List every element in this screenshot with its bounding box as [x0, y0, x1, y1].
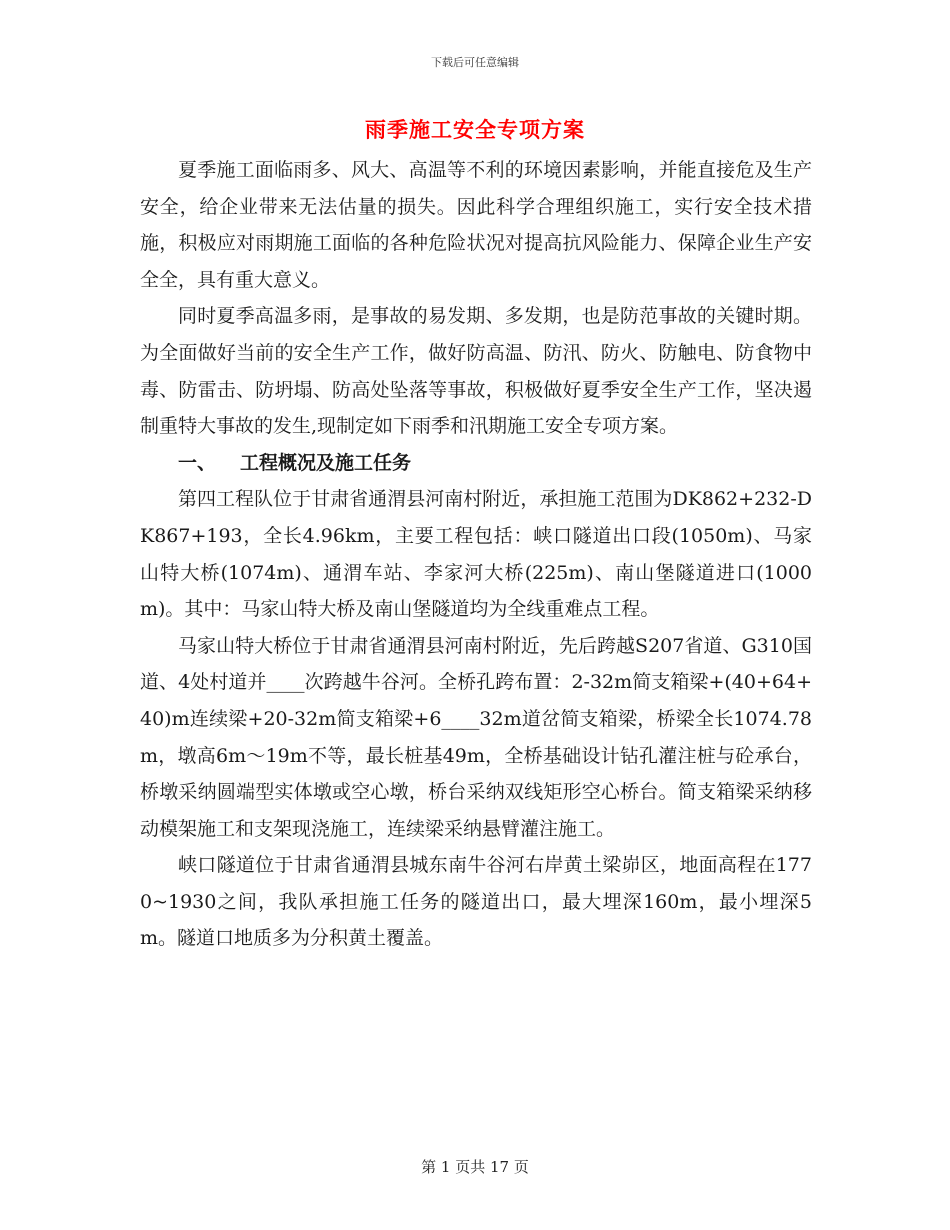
intro-paragraph-2: 同时夏季高温多雨，是事故的易发期、多发期，也是防范事故的关键时期。为全面做好当前的安全生产工作，做好防高温、防汛、防火、防触电、防食物中毒、防雷击、防坍塌、防高处坠落等事故，积极做好夏季安全生产工作，坚决遏制重特大事故的发生,现制定如下雨季和汛期施工安全专项方案。 [140, 305, 812, 438]
section-number: 一、 [178, 451, 217, 474]
page-number: 第 1 页共 17 页 [421, 1158, 529, 1176]
section1-paragraph-1: 第四工程队位于甘肃省通渭县河南村附近，承担施工范围为DK862+232-DK867+193，全长4.96km，主要工程包括：峡口隧道出口段(1050m)、马家山特大桥(1074m)、通渭车站、李家河大桥(225m)、南山堡隧道进口(1000m)。其中：马家山特大桥及南山堡隧道均为全线重难点工程。 [140, 488, 812, 621]
section1-paragraph-2: 马家山特大桥位于甘肃省通渭县河南村附近，先后跨越S207省道、G310国道、4处村道并____次跨越牛谷河。全桥孔跨布置：2-32m简支箱梁+(40+64+40)m连续梁+20-32m简支箱梁+6____32m道岔简支箱梁，桥梁全长1074.78m，墩高6m～19m不等，最长桩基49m，全桥基础设计钻孔灌注桩与砼承台，桥墩采纳圆端型实体墩或空心墩，桥台采纳双线矩形空心桥台。简支箱梁采纳移动模架施工和支架现浇施工，连续梁采纳悬臂灌注施工。 [140, 634, 812, 840]
section-heading-1 [140, 445, 812, 482]
page-header-note: 下载后可任意编辑 [431, 56, 519, 69]
document-title: 雨季施工安全专项方案 [365, 117, 585, 142]
intro-paragraph-1: 夏季施工面临雨多、风大、高温等不利的环境因素影响，并能直接危及生产安全，给企业带来无法估量的损失。因此科学合理组织施工，实行安全技术措施，积极应对雨期施工面临的各种危险状况对提高抗风险能力、保障企业生产安全全，具有重大意义。 [140, 159, 812, 291]
document-body [140, 152, 812, 957]
section1-paragraph-3: 峡口隧道位于甘肃省通渭县城东南牛谷河右岸黄土梁峁区，地面高程在1770~1930之间，我队承担施工任务的隧道出口，最大埋深160m，最小埋深5m。隧道口地质多为分积黄土覆盖。 [140, 854, 812, 950]
section-title: 工程概况及施工任务 [240, 451, 412, 474]
